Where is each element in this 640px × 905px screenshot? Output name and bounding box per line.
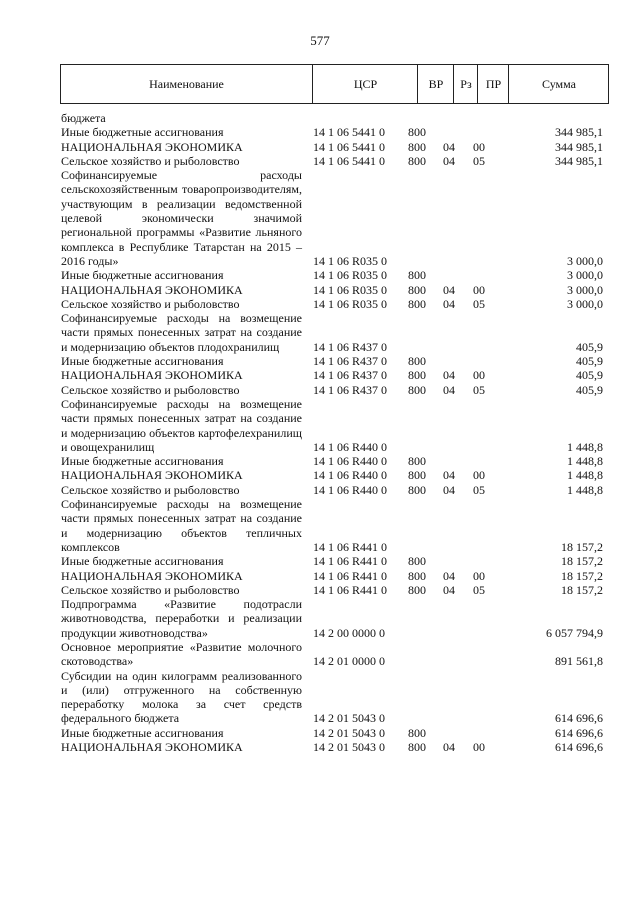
row-name: Иные бюджетные ассигнования [61, 454, 224, 469]
row-name: НАЦИОНАЛЬНАЯ ЭКОНОМИКА [61, 282, 243, 297]
row-csr: 14 1 06 R035 0 [313, 296, 388, 311]
row-sum: 344 985,1 [555, 153, 603, 168]
row-pr: 05 [473, 296, 485, 311]
table-row [0, 583, 640, 597]
row-csr: 14 1 06 R035 0 [313, 268, 388, 283]
table-row [0, 140, 640, 154]
row-name: Сельское хозяйство и рыболовство [61, 296, 240, 311]
row-sum: 344 985,1 [555, 125, 603, 140]
row-csr: 14 1 06 R440 0 [313, 439, 388, 454]
header-vr: ВР [417, 65, 454, 103]
row-sum: 3 000,0 [567, 282, 603, 297]
table-row [0, 468, 640, 482]
row-sum: 1 448,8 [567, 482, 603, 497]
row-csr: 14 1 06 R437 0 [313, 354, 388, 369]
row-sum: 18 157,2 [561, 582, 603, 597]
row-vr: 800 [408, 740, 426, 755]
row-pr: 00 [473, 368, 485, 383]
row-sum: 6 057 794,9 [546, 625, 603, 640]
row-vr: 800 [408, 454, 426, 469]
row-name: Субсидии на один килограмм реализованного и (или) отгруженного на собственную переработку молока за счет средств федерального бюджета [61, 668, 302, 726]
table-row [0, 125, 640, 139]
row-name: Сельское хозяйство и рыболовство [61, 582, 240, 597]
row-name: Иные бюджетные ассигнования [61, 725, 224, 740]
table-row [0, 397, 640, 454]
row-name: Иные бюджетные ассигнования [61, 268, 224, 283]
table-row [0, 168, 640, 268]
table-row [0, 283, 640, 297]
table-row [0, 154, 640, 168]
page-number: 577 [310, 33, 330, 48]
row-name: Софинансируемые расходы на возмещение части прямых понесенных затрат на создание и модернизацию объектов плодохранилищ [61, 311, 302, 354]
row-csr: 14 2 01 5043 0 [313, 725, 385, 740]
row-name: Основное мероприятие «Развитие молочного скотоводства» [61, 639, 302, 669]
row-pr: 00 [473, 568, 485, 583]
header-sum: Сумма [508, 65, 609, 103]
row-vr: 800 [408, 725, 426, 740]
row-vr: 800 [408, 354, 426, 369]
row-csr: 14 1 06 5441 0 [313, 153, 385, 168]
table-header [60, 64, 609, 104]
table-row [0, 640, 640, 669]
row-sum: 18 157,2 [561, 539, 603, 554]
row-name: Подпрограмма «Развитие подотрасли животноводства, переработки и реализации продукции животноводства» [61, 597, 302, 640]
row-sum: 3 000,0 [567, 268, 603, 283]
row-pr: 00 [473, 139, 485, 154]
row-csr: 14 1 06 R035 0 [313, 282, 388, 297]
row-vr: 800 [408, 382, 426, 397]
row-rz: 04 [443, 153, 455, 168]
table-row [0, 726, 640, 740]
header-pr: ПР [477, 65, 509, 103]
row-pr: 05 [473, 482, 485, 497]
row-sum: 614 696,6 [555, 740, 603, 755]
row-csr: 14 1 06 R440 0 [313, 468, 388, 483]
table-row [0, 740, 640, 754]
row-rz: 04 [443, 139, 455, 154]
row-vr: 800 [408, 139, 426, 154]
row-vr: 800 [408, 268, 426, 283]
row-rz: 04 [443, 568, 455, 583]
row-rz: 04 [443, 296, 455, 311]
row-pr: 05 [473, 582, 485, 597]
table-row [0, 597, 640, 640]
table-row [0, 297, 640, 311]
row-csr: 14 1 06 R441 0 [313, 539, 388, 554]
row-name: Иные бюджетные ассигнования [61, 354, 224, 369]
row-name: Сельское хозяйство и рыболовство [61, 382, 240, 397]
row-csr: 14 2 01 0000 0 [313, 654, 385, 669]
row-name: НАЦИОНАЛЬНАЯ ЭКОНОМИКА [61, 139, 243, 154]
row-csr: 14 2 00 0000 0 [313, 625, 385, 640]
row-rz: 04 [443, 740, 455, 755]
row-name: Иные бюджетные ассигнования [61, 554, 224, 569]
table-row [0, 554, 640, 568]
table-row [0, 383, 640, 397]
row-name: Софинансируемые расходы на возмещение части прямых понесенных затрат на создание и модернизацию объектов картофелехранилищ и овощехранилищ [61, 396, 302, 454]
row-csr: 14 2 01 5043 0 [313, 711, 385, 726]
row-name: Иные бюджетные ассигнования [61, 125, 224, 140]
row-rz: 04 [443, 282, 455, 297]
row-pr: 05 [473, 153, 485, 168]
row-sum: 18 157,2 [561, 554, 603, 569]
row-name: Сельское хозяйство и рыболовство [61, 482, 240, 497]
row-rz: 04 [443, 582, 455, 597]
row-csr: 14 1 06 R440 0 [313, 482, 388, 497]
row-pr: 00 [473, 282, 485, 297]
row-csr: 14 2 01 5043 0 [313, 740, 385, 755]
row-rz: 04 [443, 468, 455, 483]
row-sum: 3 000,0 [567, 253, 603, 268]
table-row [0, 569, 640, 583]
row-sum: 405,9 [576, 339, 603, 354]
row-csr: 14 1 06 R437 0 [313, 368, 388, 383]
row-rz: 04 [443, 482, 455, 497]
row-sum: 405,9 [576, 354, 603, 369]
row-csr: 14 1 06 R035 0 [313, 253, 388, 268]
row-vr: 800 [408, 153, 426, 168]
row-csr: 14 1 06 R441 0 [313, 554, 388, 569]
row-sum: 405,9 [576, 368, 603, 383]
row-csr: 14 1 06 R441 0 [313, 568, 388, 583]
row-vr: 800 [408, 582, 426, 597]
table-row [0, 497, 640, 554]
row-name: НАЦИОНАЛЬНАЯ ЭКОНОМИКА [61, 568, 243, 583]
row-sum: 1 448,8 [567, 468, 603, 483]
row-sum: 3 000,0 [567, 296, 603, 311]
table-row [0, 454, 640, 468]
table-row [0, 268, 640, 282]
row-csr: 14 1 06 R440 0 [313, 454, 388, 469]
row-sum: 1 448,8 [567, 454, 603, 469]
row-vr: 800 [408, 368, 426, 383]
row-csr: 14 1 06 5441 0 [313, 125, 385, 140]
row-csr: 14 1 06 R441 0 [313, 582, 388, 597]
row-name: Софинансируемые расходы на возмещение части прямых понесенных затрат на создание и модернизацию объектов тепличных комплексов [61, 497, 302, 554]
row-vr: 800 [408, 125, 426, 140]
table-body [0, 111, 640, 754]
row-vr: 800 [408, 282, 426, 297]
row-rz: 04 [443, 368, 455, 383]
header-rz: Рз [453, 65, 478, 103]
row-csr: 14 1 06 R437 0 [313, 339, 388, 354]
row-vr: 800 [408, 468, 426, 483]
row-vr: 800 [408, 296, 426, 311]
table-row [0, 311, 640, 354]
row-sum: 891 561,8 [555, 654, 603, 669]
row-pr: 05 [473, 382, 485, 397]
header-csr: ЦСР [312, 65, 418, 103]
row-vr: 800 [408, 554, 426, 569]
table-row [0, 483, 640, 497]
row-sum: 18 157,2 [561, 568, 603, 583]
row-csr: 14 1 06 5441 0 [313, 139, 385, 154]
row-pr: 00 [473, 468, 485, 483]
row-csr: 14 1 06 R437 0 [313, 382, 388, 397]
row-sum: 1 448,8 [567, 439, 603, 454]
table-row [0, 354, 640, 368]
table-row [0, 669, 640, 726]
row-sum: 405,9 [576, 382, 603, 397]
table-row [0, 111, 640, 125]
row-sum: 614 696,6 [555, 725, 603, 740]
row-sum: 614 696,6 [555, 711, 603, 726]
row-name: НАЦИОНАЛЬНАЯ ЭКОНОМИКА [61, 368, 243, 383]
row-vr: 800 [408, 568, 426, 583]
row-vr: 800 [408, 482, 426, 497]
row-pr: 00 [473, 740, 485, 755]
row-rz: 04 [443, 382, 455, 397]
row-name: НАЦИОНАЛЬНАЯ ЭКОНОМИКА [61, 468, 243, 483]
row-name: Сельское хозяйство и рыболовство [61, 153, 240, 168]
row-name: Софинансируемые расходы сельскохозяйственным товаропроизводителям, участвующим в реализации ведомственной целевой экономически значимой региональной программы «Развитие льняного комплекса в Республике Татарстан на 2015 – 2016 годы» [61, 168, 302, 268]
table-row [0, 368, 640, 382]
row-name: бюджета [61, 111, 106, 125]
row-sum: 344 985,1 [555, 139, 603, 154]
row-name: НАЦИОНАЛЬНАЯ ЭКОНОМИКА [61, 740, 243, 755]
header-name: Наименование [149, 77, 224, 91]
